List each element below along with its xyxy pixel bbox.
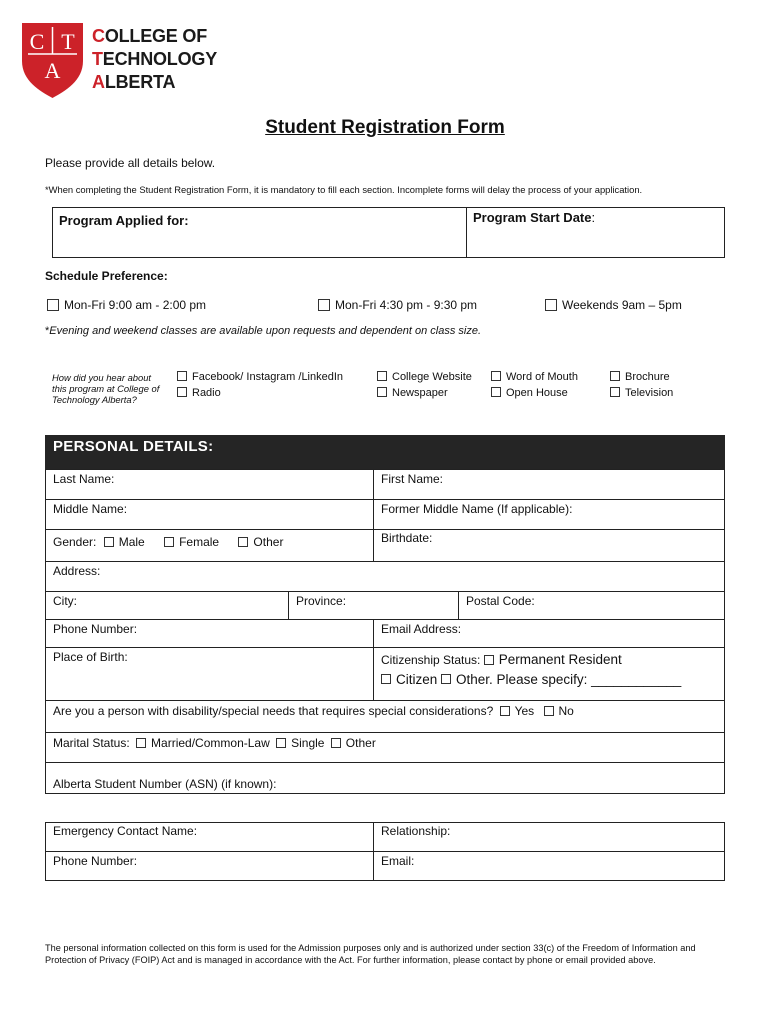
- schedule-option-weekend[interactable]: Weekends 9am – 5pm: [545, 298, 682, 312]
- form-title: Student Registration Form: [265, 117, 505, 138]
- checkbox-icon[interactable]: [136, 738, 146, 748]
- citizenship-other[interactable]: Other. Please specify:: [441, 672, 587, 687]
- checkbox-icon[interactable]: [177, 387, 187, 397]
- logo-initial-c: C: [29, 29, 45, 54]
- program-applied-field[interactable]: [53, 208, 467, 257]
- citizenship-field: Citizenship Status: Permanent Resident Citizen Other. Please specify: ____________: [373, 647, 725, 701]
- hear-question: How did you hear about this program at College of Technology Alberta?: [52, 372, 160, 405]
- program-box: [52, 207, 725, 258]
- personal-details-header: PERSONAL DETAILS:: [45, 435, 725, 469]
- checkbox-icon[interactable]: [491, 387, 501, 397]
- former-middle-name-field[interactable]: Former Middle Name (If applicable):: [373, 499, 725, 530]
- logo-initial-a: A: [44, 58, 61, 83]
- province-field[interactable]: Province:: [288, 591, 459, 620]
- citizenship-permanent[interactable]: Permanent Resident: [484, 653, 622, 667]
- emergency-contact-name-field[interactable]: Emergency Contact Name:: [45, 822, 374, 852]
- intro-text: Please provide all details below.: [45, 156, 216, 170]
- marital-married[interactable]: Married/Common-Law: [136, 736, 270, 750]
- gender-female[interactable]: Female: [164, 535, 219, 549]
- program-start-label: Program Start Date: [473, 210, 592, 225]
- phone-number-field[interactable]: Phone Number:: [45, 619, 374, 648]
- checkbox-icon[interactable]: [500, 706, 510, 716]
- checkbox-icon[interactable]: [164, 537, 174, 547]
- email-address-field[interactable]: Email Address:: [373, 619, 725, 648]
- schedule-option-evening[interactable]: Mon-Fri 4:30 pm - 9:30 pm: [318, 298, 477, 312]
- college-shield-logo: [20, 21, 85, 99]
- gender-male[interactable]: Male: [104, 535, 145, 549]
- first-name-field[interactable]: First Name:: [373, 469, 725, 500]
- disability-no[interactable]: No: [544, 704, 574, 718]
- logo-initial-t: T: [61, 29, 75, 54]
- hear-option-open-house[interactable]: Open House: [491, 387, 568, 399]
- checkbox-icon[interactable]: [104, 537, 114, 547]
- hear-option-newspaper[interactable]: Newspaper: [377, 387, 448, 399]
- marital-status-field: Marital Status: Married/Common-Law Single Other: [45, 732, 725, 763]
- hear-option-radio[interactable]: Radio: [177, 387, 221, 399]
- hear-option-television[interactable]: Television: [610, 387, 673, 399]
- gender-other[interactable]: Other: [238, 535, 283, 549]
- postal-code-field[interactable]: Postal Code:: [458, 591, 725, 620]
- asn-field[interactable]: Alberta Student Number (ASN) (if known):: [45, 762, 725, 794]
- checkbox-icon[interactable]: [331, 738, 341, 748]
- checkbox-icon[interactable]: [377, 371, 387, 381]
- checkbox-icon[interactable]: [276, 738, 286, 748]
- relationship-field[interactable]: Relationship:: [373, 822, 725, 852]
- marital-other[interactable]: Other: [331, 736, 376, 750]
- checkbox-icon[interactable]: [381, 674, 391, 684]
- hear-option-website[interactable]: College Website: [377, 371, 472, 383]
- program-applied-label: Program Applied for:: [59, 213, 189, 228]
- hear-option-brochure[interactable]: Brochure: [610, 371, 670, 383]
- emergency-email-field[interactable]: Email:: [373, 851, 725, 881]
- checkbox-icon[interactable]: [484, 655, 494, 665]
- checkbox-icon[interactable]: [544, 706, 554, 716]
- address-field[interactable]: Address:: [45, 561, 725, 592]
- checkbox-icon[interactable]: [238, 537, 248, 547]
- checkbox-icon[interactable]: [610, 387, 620, 397]
- city-field[interactable]: City:: [45, 591, 289, 620]
- checkbox-icon[interactable]: [47, 299, 59, 311]
- mandatory-note: *When completing the Student Registration Form, it is mandatory to fill each section. Incomplete forms will delay the process of your application.: [45, 184, 643, 195]
- birthdate-field[interactable]: Birthdate:: [373, 529, 725, 562]
- disability-yes[interactable]: Yes: [500, 704, 535, 718]
- schedule-note: *Evening and weekend classes are available upon requests and dependent on class size.: [45, 325, 482, 337]
- checkbox-icon[interactable]: [177, 371, 187, 381]
- hear-option-social[interactable]: Facebook/ Instagram /LinkedIn: [177, 371, 343, 383]
- checkbox-icon[interactable]: [610, 371, 620, 381]
- marital-single[interactable]: Single: [276, 736, 324, 750]
- emergency-phone-field[interactable]: Phone Number:: [45, 851, 374, 881]
- checkbox-icon[interactable]: [377, 387, 387, 397]
- privacy-footer: The personal information collected on this form is used for the Admission purposes only and is authorized under section 33(c) of the Freedom of Information and Protection of Privacy (FOIP) Act and is managed in accordance with the Act. For further information, please contact by phone or email provided above.: [45, 943, 696, 965]
- disability-field: Are you a person with disability/special needs that requires special considerations? Yes No: [45, 700, 725, 733]
- citizenship-citizen[interactable]: Citizen: [381, 672, 437, 687]
- place-of-birth-field[interactable]: Place of Birth:: [45, 647, 374, 701]
- last-name-field[interactable]: Last Name:: [45, 469, 374, 500]
- checkbox-icon[interactable]: [441, 674, 451, 684]
- schedule-option-day[interactable]: Mon-Fri 9:00 am - 2:00 pm: [47, 298, 206, 312]
- gender-field: Gender: Male Female Other: [45, 529, 374, 562]
- middle-name-field[interactable]: Middle Name:: [45, 499, 374, 530]
- hear-option-word-of-mouth[interactable]: Word of Mouth: [491, 371, 578, 383]
- checkbox-icon[interactable]: [545, 299, 557, 311]
- program-start-field[interactable]: Program Start Date:: [473, 210, 596, 225]
- college-name: COLLEGE OF TECHNOLOGY ALBERTA: [92, 26, 218, 92]
- citizenship-specify-blank[interactable]: ____________: [591, 672, 682, 687]
- checkbox-icon[interactable]: [318, 299, 330, 311]
- checkbox-icon[interactable]: [491, 371, 501, 381]
- schedule-heading: Schedule Preference:: [45, 269, 168, 283]
